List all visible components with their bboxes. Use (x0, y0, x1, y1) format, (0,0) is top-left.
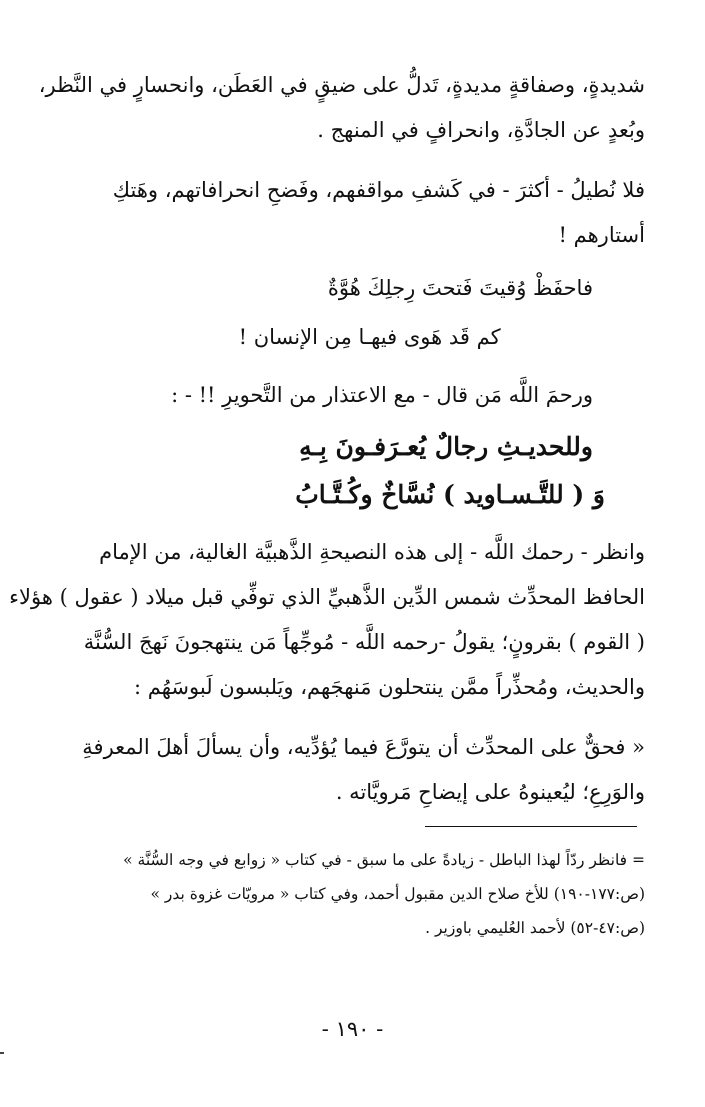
body-line: شديدةٍ، وصفاقةٍ مديدةٍ، تَدلُّ على ضيقٍ في العَطَن، وانحسارٍ في النَّظر، (38, 73, 645, 97)
footnote-separator (425, 826, 637, 827)
quote-line: والوَرِعِ؛ ليُعينوهُ على إيضاحِ مَرويَّاته . (335, 780, 645, 804)
quote-line: « فحقٌّ على المحدِّث أن يتورَّعَ فيما يُؤدِّيه، وأن يسألَ أهلَ المعرفةِ (82, 735, 645, 759)
body-line: أستارهم ! (558, 223, 645, 247)
page-number: - ١٩٠ - (321, 1017, 384, 1041)
poem-verse-second-half: وَ ( للتَّـسـاويد ) نُسَّاخٌ وكُـتَّـابُ (295, 480, 605, 509)
body-line: ورحمَ اللَّه مَن قال - مع الاعتذار من التَّحويرِ !! - : (171, 383, 593, 407)
poem-verse-first-half: وللحديـثِ رجالٌ يُعـرَفـونَ بِـهِ (299, 432, 593, 461)
body-line: ( القوم ) بقرونٍ؛ يقولُ -رحمه اللَّه - مُوجِّهاً مَن ينتهجونَ نَهجَ السُّنَّة (83, 630, 645, 654)
poem-verse-first-half: فاحفَظْ وُقيتَ فَتحتَ رِجلِكَ هُوَّةٌ (327, 276, 593, 300)
poem-verse-second-half: كم قَد هَوى فيهـا مِن الإنسان ! (238, 325, 501, 349)
footnote-line: (ص:٤٧-٥٢) لأحمد العُليمي باوزير . (425, 919, 645, 937)
footnote-line: = فانظر ردّاً لهذا الباطل - زيادةً على ما سبق - في كتاب « زوابع في وجه السُّنَّة » (123, 851, 645, 869)
scan-edge-mark (0, 1052, 4, 1054)
body-line: والحديث، ومُحذِّراً ممَّن ينتحلون مَنهجَهم، ويَلبسون لَبوسَهُم : (134, 675, 645, 699)
footnote-line: (ص:١٧٧-١٩٠) للأخ صلاح الدين مقبول أحمد، وفي كتاب « مرويّات غزوة بدر » (150, 885, 645, 903)
body-line: الحافظ المحدِّث شمس الدِّين الذَّهبيِّ الذي توفِّي قبل ميلاد ( عقول ) هؤلاء (9, 585, 645, 609)
body-line: فلا نُطيلُ - أكثرَ - في كَشفِ مواقفهم، وفَضحِ انحرافاتهم، وهَتكِ (112, 178, 645, 202)
body-line: وبُعدٍ عن الجادَّةِ، وانحرافٍ في المنهج . (317, 118, 645, 142)
body-line: وانظر - رحمك اللَّه - إلى هذه النصيحةِ الذَّهبيَّة الغالية، من الإمام (99, 540, 645, 564)
